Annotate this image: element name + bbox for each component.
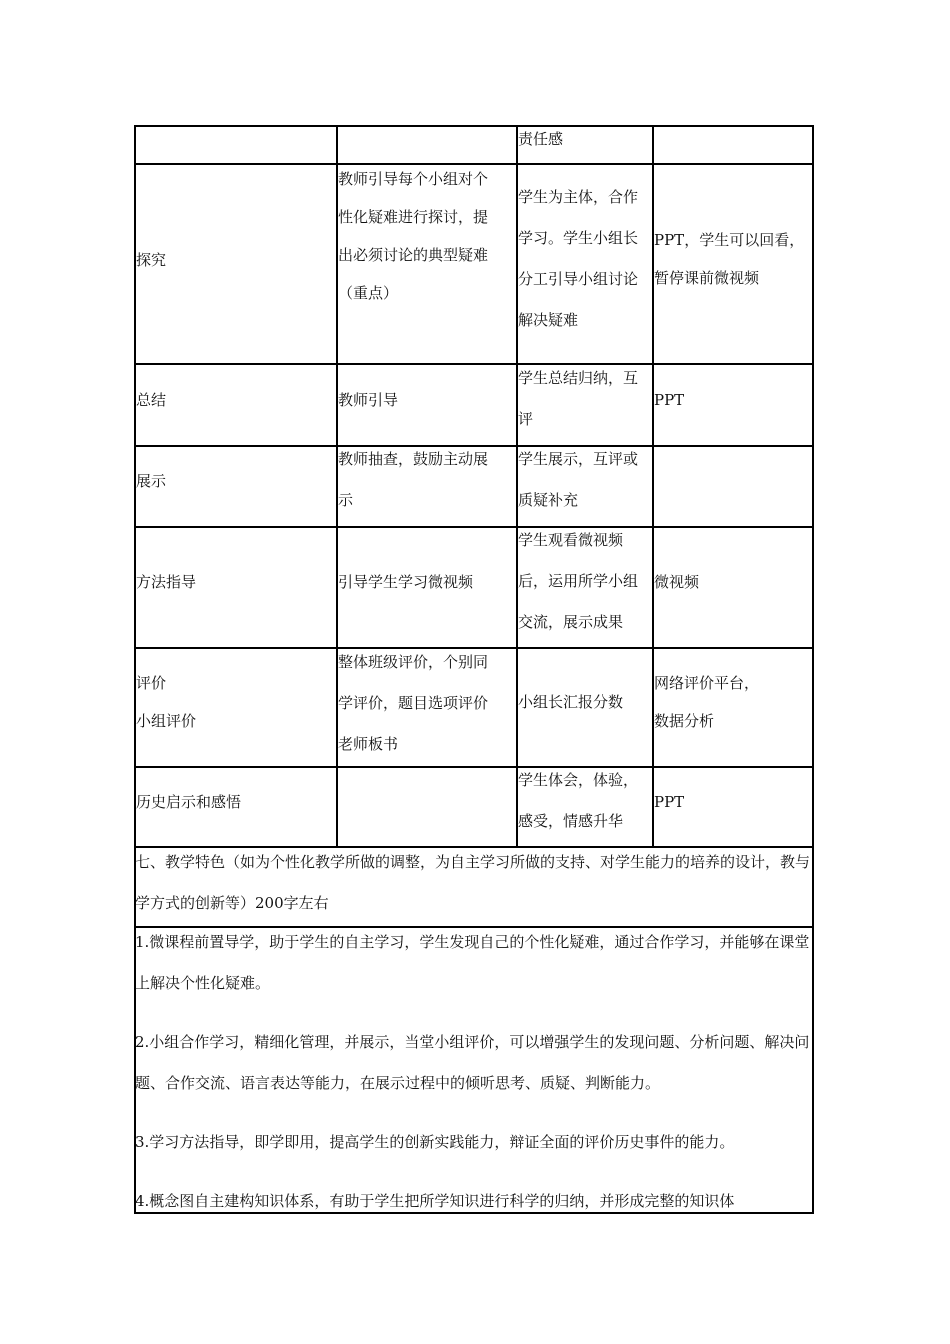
cell-stage-lishi: 历史启示和感悟 — [136, 793, 242, 811]
cell-stage-zhanshi: 展示 — [136, 472, 167, 490]
cell-media-fangfa: 微视频 — [654, 573, 700, 591]
cell-media-tanjiu: PPT，学生可以回看， 暂停课前微视频 — [654, 231, 805, 287]
cell-media-pingjia: 网络评价平台， 数据分析 — [654, 674, 760, 730]
cell-student-tanjiu: 学生为主体，合作 学习。学生小组长 分工引导小组讨论 解决疑难 — [518, 188, 639, 329]
cell-teacher-tanjiu: 教师引导每个小组对个 性化疑难进行探讨，提 出必须讨论的典型疑难 （重点） — [338, 170, 489, 302]
cell-media-zongjie: PPT — [654, 391, 685, 409]
cell-teacher-pingjia: 整体班级评价，个别同 学评价，题目选项评价 老师板书 — [338, 653, 489, 753]
cell-student-pingjia: 小组长汇报分数 — [518, 693, 624, 711]
cell-student-zongjie: 学生总结归纳，互 评 — [518, 369, 639, 428]
cell-stage-fangfa: 方法指导 — [136, 573, 197, 591]
cell-row0-student: 责任感 — [518, 130, 564, 148]
cell-teacher-zhanshi: 教师抽查，鼓励主动展 示 — [338, 450, 489, 509]
row-divider — [134, 363, 814, 365]
cell-student-lishi: 学生体会，体验， 感受，情感升华 — [518, 771, 639, 830]
cell-teacher-fangfa: 引导学生学习微视频 — [338, 573, 474, 591]
feature-item-4: 4.概念图自主建构知识体系，有助于学生把所学知识进行科学的归纳，并形成完整的知识体 — [135, 1192, 735, 1210]
section-heading: 七、教学特色（如为个性化教学所做的调整，为自主学习所做的支持、对学生能力的培养的设计，教与学方式的创新等）200字左右 — [135, 853, 811, 912]
cell-stage-zongjie: 总结 — [136, 391, 167, 409]
cell-student-fangfa: 学生观看微视频 后，运用所学小组 交流，展示成果 — [518, 531, 639, 631]
row-divider — [134, 526, 814, 528]
feature-item-1: 1.微课程前置导学，助于学生的自主学习，学生发现自己的个性化疑难，通过合作学习，并能够在课堂上解决个性化疑难。 — [135, 933, 810, 992]
cell-stage-pingjia: 评价 小组评价 — [136, 674, 197, 730]
cell-teacher-zongjie: 教师引导 — [338, 391, 399, 409]
cell-media-lishi: PPT — [654, 793, 685, 811]
feature-item-3: 3.学习方法指导，即学即用，提高学生的创新实践能力，辩证全面的评价历史事件的能力。 — [135, 1133, 735, 1151]
row-divider — [134, 766, 814, 768]
cell-student-zhanshi: 学生展示，互评或 质疑补充 — [518, 450, 639, 509]
cell-stage-tanjiu: 探究 — [136, 251, 167, 269]
feature-item-2: 2.小组合作学习，精细化管理，并展示，当堂小组评价，可以增强学生的发现问题、分析问题、解决问题、合作交流、语言表达等能力，在展示过程中的倾听思考、质疑、判断能力。 — [135, 1033, 810, 1092]
